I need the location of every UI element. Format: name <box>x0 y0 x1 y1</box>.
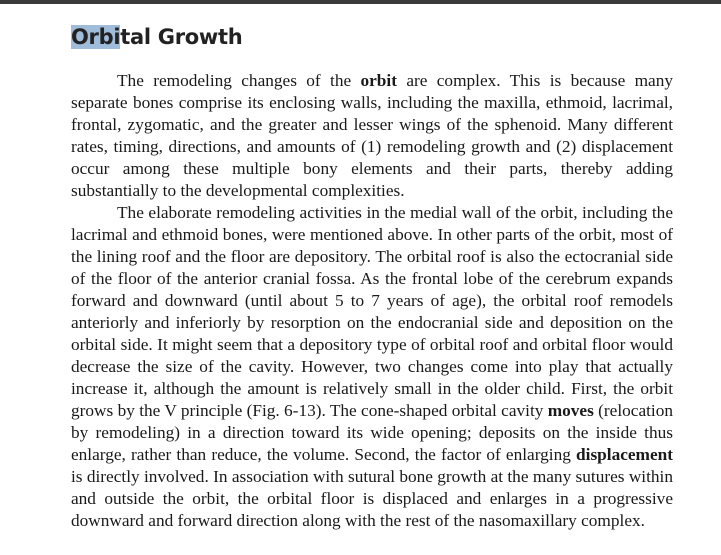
section-heading-rest: tal Growth <box>120 25 243 49</box>
body-text <box>71 70 673 532</box>
section-heading <box>71 20 673 54</box>
paragraph-1 <box>71 70 673 202</box>
bold-term-orbit: orbit <box>360 71 397 90</box>
text-run: The elaborate remodeling activities in the medial wall of the orbit, including the lacrimal and ethmoid bones, were mentioned above. In other parts of the orbit, most of the lining roof and the floor are depository. The orbital roof is also the ectocranial side of the floor of the anterior cranial fossa. As the frontal lobe of the cerebrum expands forward and downward (until about 5 to 7 years of age), the orbital roof remodels anteriorly and inferiorly by resorption on the endocranial side and deposition on the orbital side. It might seem that a depository type of orbital roof and orbital floor would decrease the size of the cavity. However, two changes come into play that actually increase it, although the amount is relatively small in the older child. First, the orbit grows by the V principle (Fig. 6-13). The cone-shaped orbital cavity <box>71 203 673 420</box>
bold-term-displacement: displacement <box>576 445 673 464</box>
text-run: is directly involved. In association with sutural bone growth at the many sutures within and outside the orbit, the orbital floor is displaced and enlarges in a progressive downward and forward direction along with the rest of the nasomaxillary complex. <box>71 467 673 530</box>
text-run: (relocation by remodeling) in a direction toward its wide opening; deposits on the inside thus enlarge, rather than reduce, the volume. Second, the factor of enlarging <box>71 401 673 464</box>
bold-term-moves: moves <box>547 401 594 420</box>
window-top-border <box>0 0 721 4</box>
text-run: are complex. This is because many separate bones comprise its enclosing walls, including the maxilla, ethmoid, lacrimal, frontal, zygomatic, and the greater and lesser wings of the sphenoid. Many different rates, timing, directions, and amounts of (1) remodeling growth and (2) displacement occur among these multiple bony elements and their parts, thereby adding substantially to the developmental complexities. <box>71 71 673 200</box>
selected-text-highlight[interactable]: Orbi <box>71 25 121 49</box>
paragraph-2 <box>71 202 673 532</box>
document-page <box>71 20 673 532</box>
text-run: The remodeling changes of the <box>117 71 361 90</box>
